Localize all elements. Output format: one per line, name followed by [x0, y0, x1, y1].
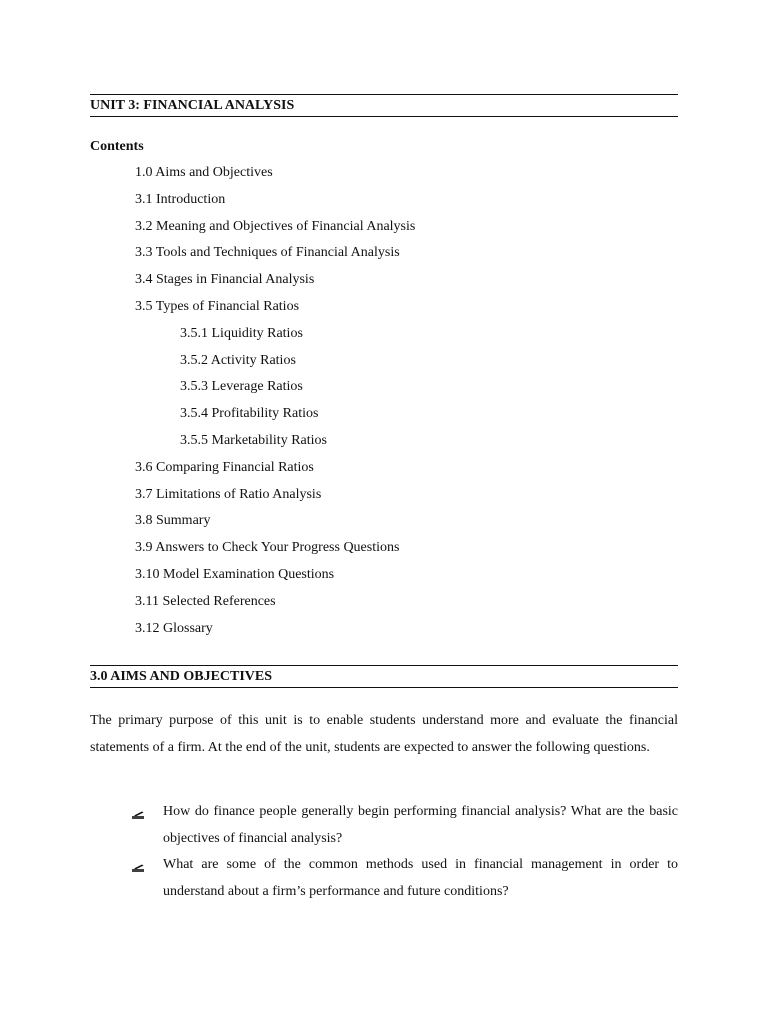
toc-entry: 3.3 Tools and Techniques of Financial Analysis — [135, 245, 400, 261]
toc-entry: 3.6 Comparing Financial Ratios — [135, 459, 314, 475]
document-page — [90, 0, 678, 1024]
toc-entry: 1.0 Aims and Objectives — [135, 165, 273, 180]
toc-entry: 3.5.5 Marketability Ratios — [180, 432, 327, 448]
question-item — [90, 799, 678, 852]
toc-entry: 3.2 Meaning and Objectives of Financial Analysis — [135, 218, 416, 234]
unit-title: UNIT 3: FINANCIAL ANALYSIS — [90, 94, 678, 117]
table-of-contents — [90, 163, 415, 645]
contents-heading: Contents — [90, 139, 144, 154]
toc-entry: 3.10 Model Examination Questions — [135, 566, 335, 582]
toc-entry: 3.1 Introduction — [135, 191, 226, 207]
toc-entry: 3.5 Types of Financial Ratios — [135, 298, 300, 314]
toc-entry: 3.5.3 Leverage Ratios — [180, 379, 303, 395]
intro-paragraph: The primary purpose of this unit is to enable students understand more and evaluate the financial statements of a firm. At the end of the unit, students are expected to answer the following questions. — [90, 713, 678, 755]
question-text: How do finance people generally begin performing financial analysis? What are the basic objectives of financial analysis? — [163, 804, 678, 846]
toc-entry: 3.11 Selected References — [135, 593, 276, 609]
aims-objectives-heading: 3.0 AIMS AND OBJECTIVES — [90, 665, 678, 688]
toc-entry: 3.5.2 Activity Ratios — [180, 352, 296, 368]
toc-entry: 3.4 Stages in Financial Analysis — [135, 272, 315, 288]
writing-hand-icon — [131, 809, 145, 819]
toc-entry: 3.8 Summary — [135, 513, 211, 529]
toc-entry: 3.5.4 Profitability Ratios — [180, 406, 319, 422]
question-text: What are some of the common methods used in financial management in order to understand about a firm’s performance and future conditions? — [163, 857, 678, 899]
question-item — [90, 852, 678, 905]
toc-entry: 3.9 Answers to Check Your Progress Questions — [135, 540, 400, 556]
toc-entry: 3.12 Glossary — [135, 620, 213, 636]
toc-entry: 3.5.1 Liquidity Ratios — [180, 325, 303, 341]
toc-entry: 3.7 Limitations of Ratio Analysis — [135, 486, 322, 502]
question-list — [90, 799, 678, 905]
writing-hand-icon — [131, 862, 145, 872]
